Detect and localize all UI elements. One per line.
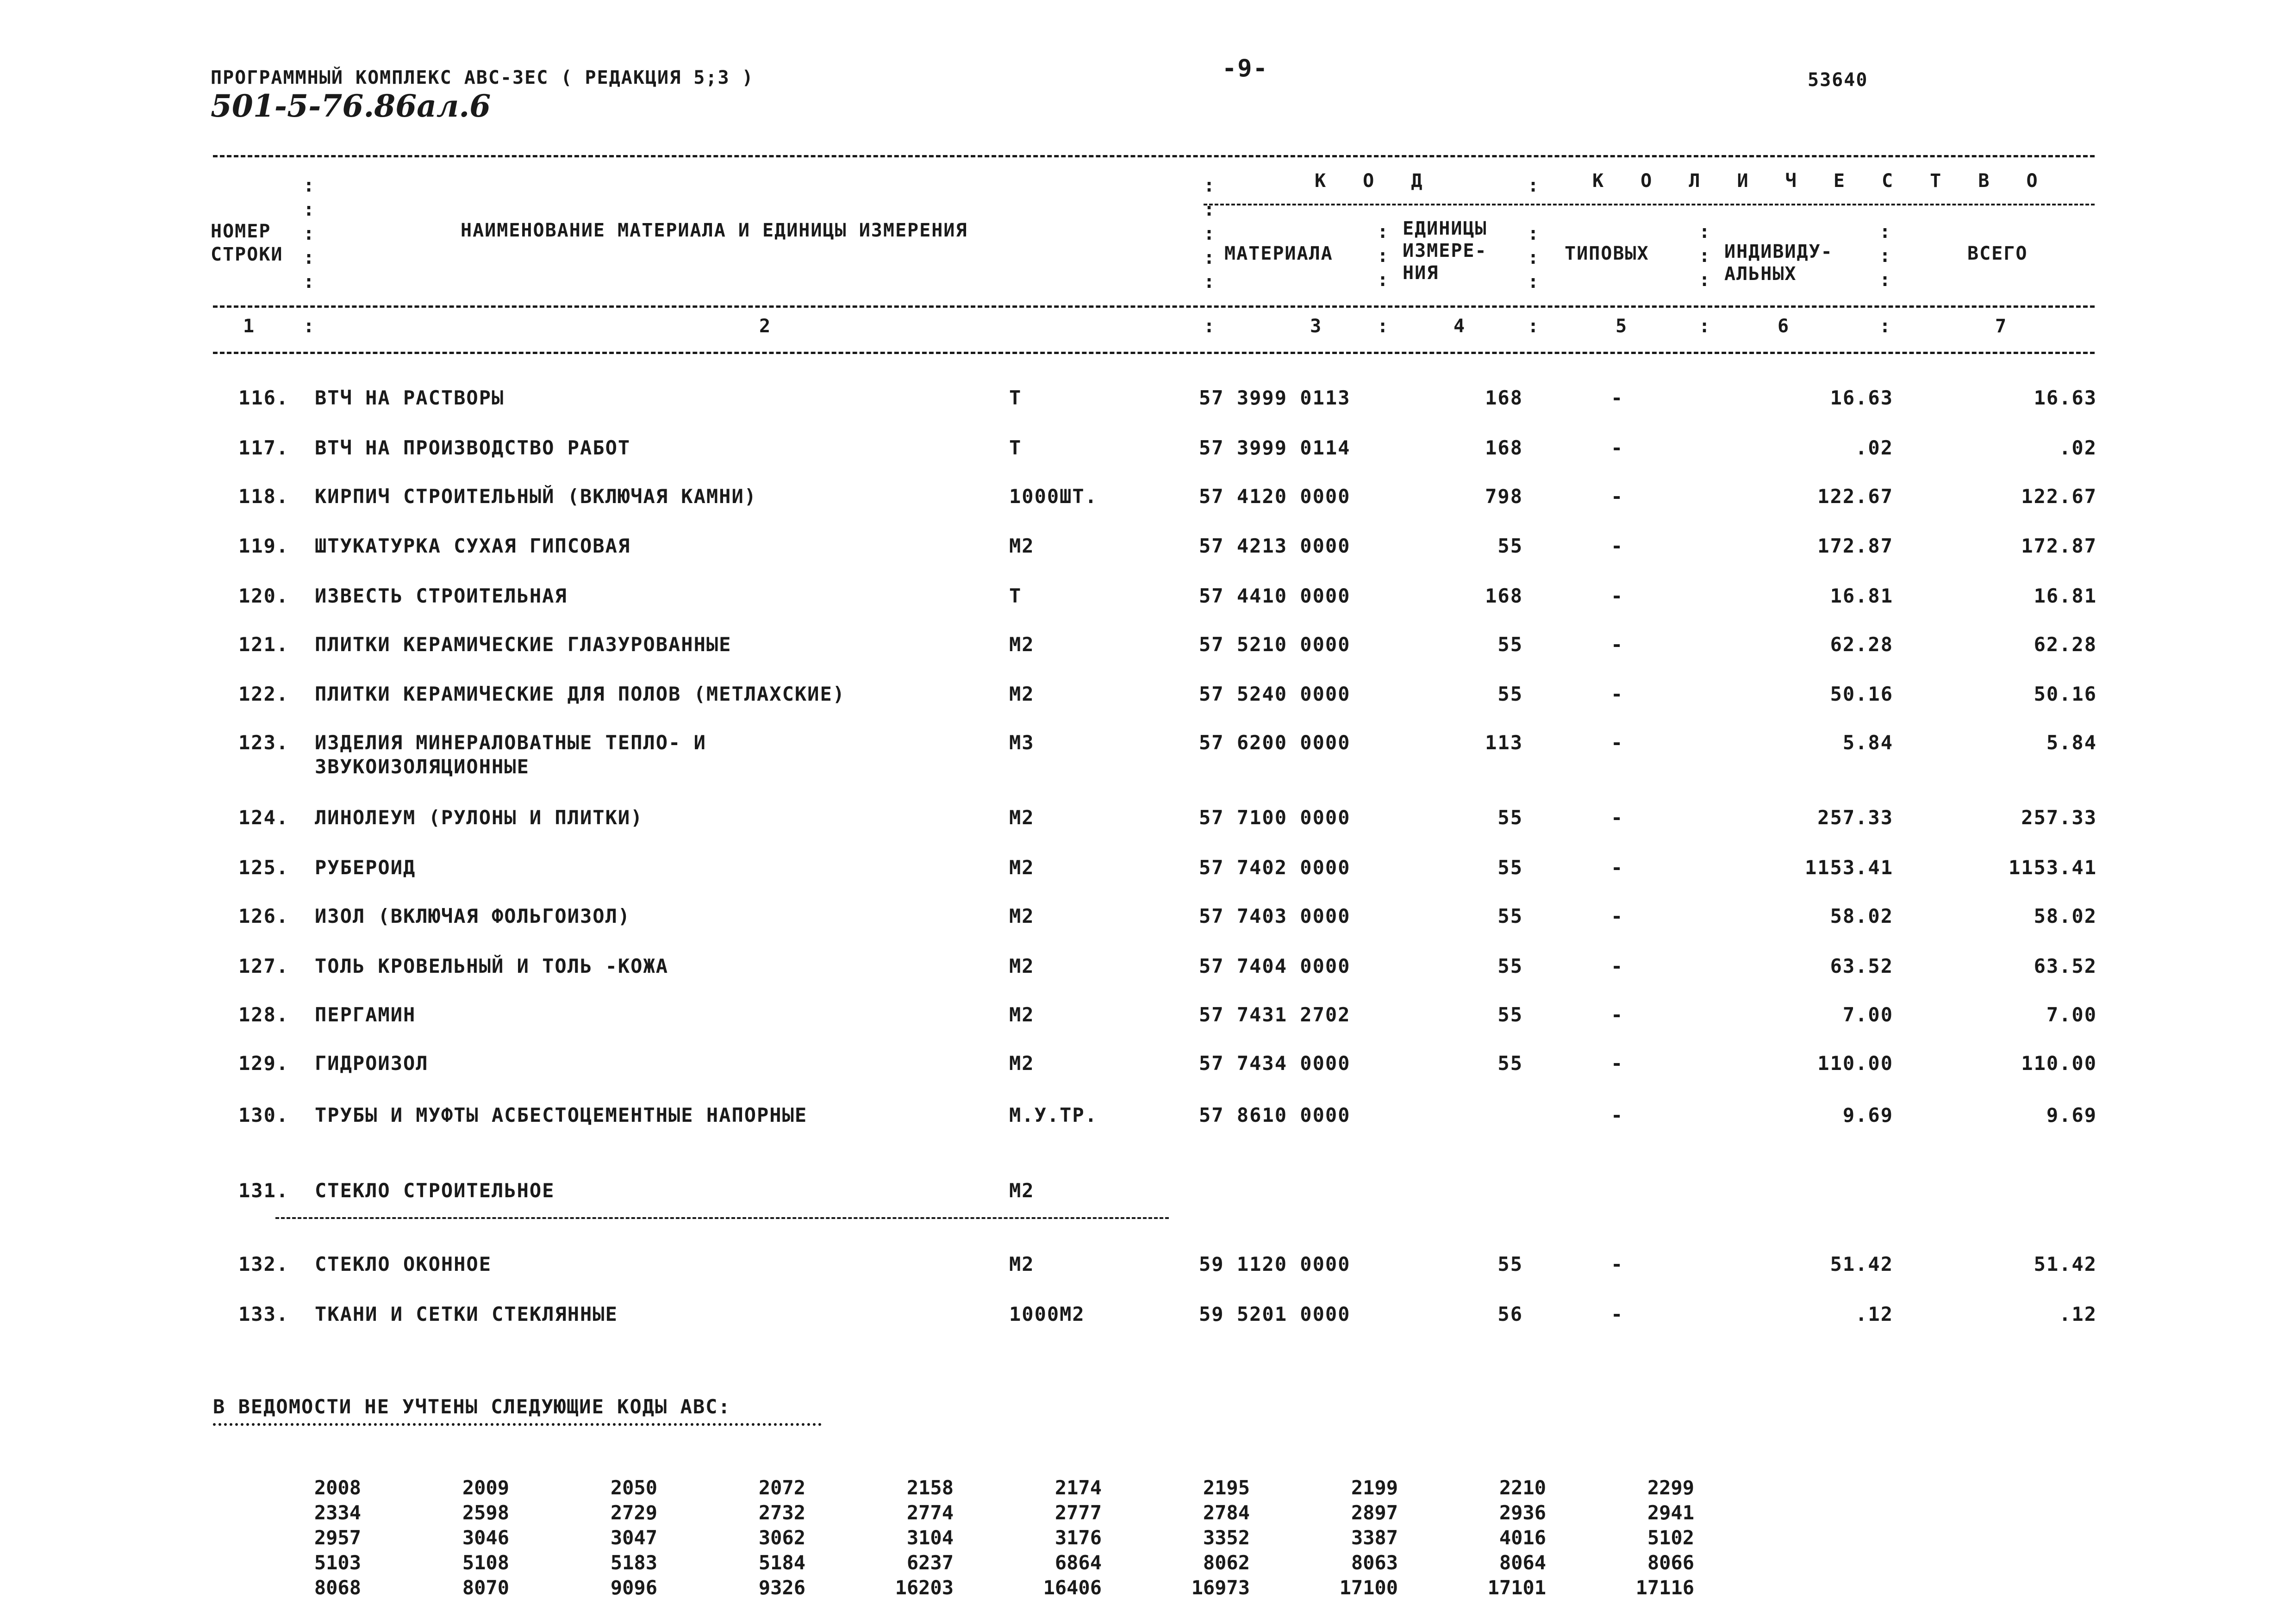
page-number: -9- [1222, 55, 1268, 82]
unaccounted-code: 8066 [1647, 1551, 1694, 1574]
individual-quantity: 257.33 [1817, 806, 1893, 829]
unit-of-measure: Т [1009, 436, 1022, 459]
header-separator: : : : [1699, 221, 1710, 291]
material-name: ИЗДЕЛИЯ МИНЕРАЛОВАТНЫЕ ТЕПЛО- И [315, 731, 706, 754]
header-individual: ИНДИВИДУ- АЛЬНЫХ [1724, 241, 1833, 285]
row-number: 118. [238, 485, 289, 508]
row-number: 116. [238, 386, 289, 409]
unaccounted-codes-underline [213, 1423, 822, 1426]
unaccounted-code: 9096 [610, 1576, 657, 1599]
unaccounted-code: 8070 [462, 1576, 509, 1599]
unaccounted-code: 8064 [1499, 1551, 1546, 1574]
total-quantity: 172.87 [2021, 535, 2097, 557]
unit-of-measure: Т [1009, 386, 1022, 409]
unaccounted-code: 3387 [1351, 1526, 1398, 1549]
total-quantity: 122.67 [2021, 485, 2097, 508]
material-code: 57 6200 0000 [1199, 731, 1351, 754]
row-number: 132. [238, 1253, 289, 1275]
material-name: ЗВУКОИЗОЛЯЦИОННЫЕ [315, 755, 530, 778]
unaccounted-code: 3104 [906, 1526, 954, 1549]
typical-quantity: - [1611, 806, 1624, 829]
material-name: ТКАНИ И СЕТКИ СТЕКЛЯННЫЕ [315, 1303, 618, 1325]
unaccounted-code: 2158 [906, 1476, 954, 1499]
material-name: ПЛИТКИ КЕРАМИЧЕСКИЕ ГЛАЗУРОВАННЫЕ [315, 633, 732, 656]
row-number: 122. [238, 683, 289, 705]
unit-code: 55 [1497, 1253, 1523, 1275]
row-number: 126. [238, 905, 289, 927]
unit-code: 168 [1485, 585, 1523, 607]
unaccounted-code: 3062 [758, 1526, 805, 1549]
unaccounted-code: 17100 [1339, 1576, 1398, 1599]
unaccounted-code: 5102 [1647, 1526, 1694, 1549]
unaccounted-code: 3047 [610, 1526, 657, 1549]
unaccounted-code: 2050 [610, 1476, 657, 1499]
material-code: 59 5201 0000 [1199, 1303, 1351, 1325]
typical-quantity: - [1611, 585, 1624, 607]
unaccounted-code: 6237 [906, 1551, 954, 1574]
typical-quantity: - [1611, 731, 1624, 754]
individual-quantity: 110.00 [1817, 1052, 1893, 1075]
header-separator: : : : : : [303, 175, 315, 292]
unaccounted-code: 2210 [1499, 1476, 1546, 1499]
unit-code: 113 [1485, 731, 1523, 754]
material-name: РУБЕРОИД [315, 856, 416, 879]
header-bottom-rule [213, 305, 2095, 308]
header-separator: : [1204, 316, 1215, 337]
individual-quantity: 122.67 [1817, 485, 1893, 508]
unaccounted-code: 2784 [1203, 1501, 1250, 1524]
unit-of-measure: М2 [1009, 856, 1035, 879]
unaccounted-code: 2334 [314, 1501, 361, 1524]
total-quantity: 7.00 [2046, 1003, 2097, 1026]
material-code: 57 7404 0000 [1199, 955, 1351, 977]
material-code: 57 5210 0000 [1199, 633, 1351, 656]
material-code: 57 8610 0000 [1199, 1104, 1351, 1126]
col-number-1: 1 [243, 316, 256, 337]
unit-of-measure: М2 [1009, 1052, 1035, 1075]
header-row-number: НОМЕР СТРОКИ [211, 221, 283, 265]
total-quantity: 58.02 [2034, 905, 2097, 927]
unaccounted-code: 2897 [1351, 1501, 1398, 1524]
col-number-6: 6 [1778, 316, 1790, 337]
material-name: ШТУКАТУРКА СУХАЯ ГИПСОВАЯ [315, 535, 631, 557]
unit-code: 55 [1497, 905, 1523, 927]
unit-code: 168 [1485, 436, 1523, 459]
unit-of-measure: М2 [1009, 683, 1035, 705]
row-number: 133. [238, 1303, 289, 1325]
header-separator: : [1528, 316, 1539, 337]
material-name: ИЗОЛ (ВКЛЮЧАЯ ФОЛЬГОИЗОЛ) [315, 905, 631, 927]
header-separator: : [1699, 316, 1710, 337]
individual-quantity: 16.81 [1830, 585, 1893, 607]
header-unit-code: ЕДИНИЦЫ ИЗМЕРЕ- НИЯ [1403, 218, 1487, 284]
typical-quantity: - [1611, 1104, 1624, 1126]
unit-code: 55 [1497, 683, 1523, 705]
individual-quantity: 16.63 [1830, 386, 1893, 409]
material-code: 57 4213 0000 [1199, 535, 1351, 557]
unaccounted-code: 8068 [314, 1576, 361, 1599]
unit-of-measure: М2 [1009, 1003, 1035, 1026]
unit-of-measure: М2 [1009, 535, 1035, 557]
material-code: 57 5240 0000 [1199, 683, 1351, 705]
row-number: 119. [238, 535, 289, 557]
header-code: К О Д [1315, 170, 1435, 192]
row-number: 127. [238, 955, 289, 977]
unaccounted-code: 3352 [1203, 1526, 1250, 1549]
unaccounted-code: 3046 [462, 1526, 509, 1549]
total-quantity: 257.33 [2021, 806, 2097, 829]
table-top-rule [213, 155, 2095, 157]
unaccounted-code: 2729 [610, 1501, 657, 1524]
header-typical: ТИПОВЫХ [1565, 243, 1649, 264]
unit-code: 56 [1497, 1303, 1523, 1325]
col-number-3: 3 [1310, 316, 1323, 337]
header-separator: : [1879, 316, 1891, 337]
col-number-5: 5 [1616, 316, 1628, 337]
unaccounted-code: 2199 [1351, 1476, 1398, 1499]
individual-quantity: 50.16 [1830, 683, 1893, 705]
header-separator: : : : : [1528, 175, 1539, 292]
unit-code: 168 [1485, 386, 1523, 409]
unit-code: 55 [1497, 535, 1523, 557]
total-quantity: 16.81 [2034, 585, 2097, 607]
total-quantity: 1153.41 [2008, 856, 2097, 879]
unaccounted-code: 2774 [906, 1501, 954, 1524]
material-name: СТЕКЛО ОКОННОЕ [315, 1253, 492, 1275]
total-quantity: .02 [2059, 436, 2097, 459]
header-quantity: К О Л И Ч Е С Т В О [1592, 170, 2051, 192]
row-number: 131. [238, 1179, 289, 1202]
material-code: 57 4120 0000 [1199, 485, 1351, 508]
row-number: 121. [238, 633, 289, 656]
unit-of-measure: М2 [1009, 905, 1035, 927]
unit-of-measure: М.У.ТР. [1009, 1104, 1098, 1126]
row-number: 129. [238, 1052, 289, 1075]
unit-code: 55 [1497, 1003, 1523, 1026]
unaccounted-code: 2009 [462, 1476, 509, 1499]
individual-quantity: 9.69 [1842, 1104, 1893, 1126]
unaccounted-code: 9326 [758, 1576, 805, 1599]
col-numbers-bottom-rule [213, 352, 2095, 354]
typical-quantity: - [1611, 905, 1624, 927]
unit-of-measure: М2 [1009, 955, 1035, 977]
total-quantity: 62.28 [2034, 633, 2097, 656]
unit-code: 55 [1497, 633, 1523, 656]
material-code: 57 7434 0000 [1199, 1052, 1351, 1075]
typical-quantity: - [1611, 683, 1624, 705]
material-code: 57 7431 2702 [1199, 1003, 1351, 1026]
unaccounted-code: 17116 [1635, 1576, 1694, 1599]
row-number: 125. [238, 856, 289, 879]
row-number: 124. [238, 806, 289, 829]
total-quantity: 110.00 [2021, 1052, 2097, 1075]
individual-quantity: .02 [1855, 436, 1893, 459]
row-131-underline [275, 1217, 1169, 1219]
unaccounted-code: 2008 [314, 1476, 361, 1499]
individual-quantity: 51.42 [1830, 1253, 1893, 1275]
typical-quantity: - [1611, 1303, 1624, 1325]
unaccounted-code: 2777 [1054, 1501, 1102, 1524]
row-number: 117. [238, 436, 289, 459]
individual-quantity: 1153.41 [1804, 856, 1893, 879]
row-number: 130. [238, 1104, 289, 1126]
unaccounted-code: 2195 [1203, 1476, 1250, 1499]
individual-quantity: 5.84 [1842, 731, 1893, 754]
unaccounted-code: 16973 [1191, 1576, 1250, 1599]
unit-of-measure: М2 [1009, 633, 1035, 656]
header-material-code: МАТЕРИАЛА [1224, 243, 1333, 264]
material-code: 57 4410 0000 [1199, 585, 1351, 607]
unit-of-measure: 1000М2 [1009, 1303, 1085, 1325]
unit-code: 55 [1497, 806, 1523, 829]
unaccounted-code: 2957 [314, 1526, 361, 1549]
header-material-name: НАИМЕНОВАНИЕ МАТЕРИАЛА И ЕДИНИЦЫ ИЗМЕРЕНИЯ [461, 220, 968, 241]
header-separator: : [1377, 316, 1389, 337]
individual-quantity: 62.28 [1830, 633, 1893, 656]
header-separator: : : : [1879, 221, 1891, 291]
col-number-2: 2 [759, 316, 772, 337]
material-name: ТОЛЬ КРОВЕЛЬНЫЙ И ТОЛЬ -КОЖА [315, 955, 669, 977]
unaccounted-code: 5184 [758, 1551, 805, 1574]
col-number-4: 4 [1454, 316, 1466, 337]
typical-quantity: - [1611, 1003, 1624, 1026]
individual-quantity: 7.00 [1842, 1003, 1893, 1026]
unaccounted-code: 2174 [1054, 1476, 1102, 1499]
material-code: 59 1120 0000 [1199, 1253, 1351, 1275]
material-name: ПЛИТКИ КЕРАМИЧЕСКИЕ ДЛЯ ПОЛОВ (МЕТЛАХСКИЕ) [315, 683, 846, 705]
individual-quantity: .12 [1855, 1303, 1893, 1325]
total-quantity: 63.52 [2034, 955, 2097, 977]
total-quantity: 50.16 [2034, 683, 2097, 705]
material-name: КИРПИЧ СТРОИТЕЛЬНЫЙ (ВКЛЮЧАЯ КАМНИ) [315, 485, 757, 508]
unaccounted-code: 5103 [314, 1551, 361, 1574]
unaccounted-code: 2598 [462, 1501, 509, 1524]
total-quantity: 5.84 [2046, 731, 2097, 754]
unit-code: 55 [1497, 1052, 1523, 1075]
unit-of-measure: М2 [1009, 1253, 1035, 1275]
material-code: 57 3999 0113 [1199, 386, 1351, 409]
material-name: ГИДРОИЗОЛ [315, 1052, 429, 1075]
typical-quantity: - [1611, 535, 1624, 557]
unaccounted-code: 2072 [758, 1476, 805, 1499]
total-quantity: .12 [2059, 1303, 2097, 1325]
material-code: 57 7100 0000 [1199, 806, 1351, 829]
unit-of-measure: М2 [1009, 806, 1035, 829]
material-name: ИЗВЕСТЬ СТРОИТЕЛЬНАЯ [315, 585, 568, 607]
material-name: СТЕКЛО СТРОИТЕЛЬНОЕ [315, 1179, 555, 1202]
material-name: ПЕРГАМИН [315, 1003, 416, 1026]
material-code: 57 3999 0114 [1199, 436, 1351, 459]
unaccounted-code: 16406 [1043, 1576, 1102, 1599]
header-total: ВСЕГО [1967, 243, 2028, 264]
unaccounted-codes-title: В ВЕДОМОСТИ НЕ УЧТЕНЫ СЛЕДУЮЩИЕ КОДЫ АВС: [213, 1395, 731, 1418]
row-number: 123. [238, 731, 289, 754]
unit-code: 55 [1497, 856, 1523, 879]
typical-quantity: - [1611, 633, 1624, 656]
typical-quantity: - [1611, 436, 1624, 459]
handwritten-designation: 501-5-76.86ал.6 [211, 88, 491, 124]
typical-quantity: - [1611, 955, 1624, 977]
material-name: ВТЧ НА РАСТВОРЫ [315, 386, 505, 409]
total-quantity: 16.63 [2034, 386, 2097, 409]
unaccounted-code: 3176 [1054, 1526, 1102, 1549]
unit-code: 55 [1497, 955, 1523, 977]
material-code: 57 7403 0000 [1199, 905, 1351, 927]
document-number: 53640 [1808, 69, 1868, 91]
unaccounted-code: 2299 [1647, 1476, 1694, 1499]
unaccounted-code: 8063 [1351, 1551, 1398, 1574]
unit-of-measure: М2 [1009, 1179, 1035, 1202]
unaccounted-code: 2936 [1499, 1501, 1546, 1524]
unit-of-measure: Т [1009, 585, 1022, 607]
typical-quantity: - [1611, 1052, 1624, 1075]
material-name: ВТЧ НА ПРОИЗВОДСТВО РАБОТ [315, 436, 631, 459]
col-number-7: 7 [1995, 316, 2008, 337]
program-title: ПРОГРАММНЫЙ КОМПЛЕКС АВС-3ЕС ( РЕДАКЦИЯ 5;3 ) [211, 67, 754, 88]
typical-quantity: - [1611, 386, 1624, 409]
unaccounted-code: 4016 [1499, 1526, 1546, 1549]
material-name: ТРУБЫ И МУФТЫ АСБЕСТОЦЕМЕНТНЫЕ НАПОРНЫЕ [315, 1104, 808, 1126]
unaccounted-code: 5183 [610, 1551, 657, 1574]
row-number: 120. [238, 585, 289, 607]
total-quantity: 51.42 [2034, 1253, 2097, 1275]
individual-quantity: 58.02 [1830, 905, 1893, 927]
row-number: 128. [238, 1003, 289, 1026]
unaccounted-code: 2941 [1647, 1501, 1694, 1524]
typical-quantity: - [1611, 1253, 1624, 1275]
header-separator: : : : [1377, 221, 1389, 291]
individual-quantity: 63.52 [1830, 955, 1893, 977]
material-code: 57 7402 0000 [1199, 856, 1351, 879]
unaccounted-code: 17101 [1487, 1576, 1546, 1599]
unit-of-measure: 1000ШТ. [1009, 485, 1098, 508]
material-name: ЛИНОЛЕУМ (РУЛОНЫ И ПЛИТКИ) [315, 806, 643, 829]
header-separator: : [303, 316, 315, 337]
typical-quantity: - [1611, 856, 1624, 879]
header-separator: : : : : : [1204, 175, 1215, 292]
unaccounted-code: 2732 [758, 1501, 805, 1524]
unit-of-measure: М3 [1009, 731, 1035, 754]
total-quantity: 9.69 [2046, 1104, 2097, 1126]
unaccounted-code: 5108 [462, 1551, 509, 1574]
typical-quantity: - [1611, 485, 1624, 508]
unaccounted-code: 16203 [895, 1576, 954, 1599]
unaccounted-code: 8062 [1203, 1551, 1250, 1574]
unit-code: 798 [1485, 485, 1523, 508]
unaccounted-code: 6864 [1054, 1551, 1102, 1574]
individual-quantity: 172.87 [1817, 535, 1893, 557]
code-subheader-rule [1204, 204, 2095, 205]
